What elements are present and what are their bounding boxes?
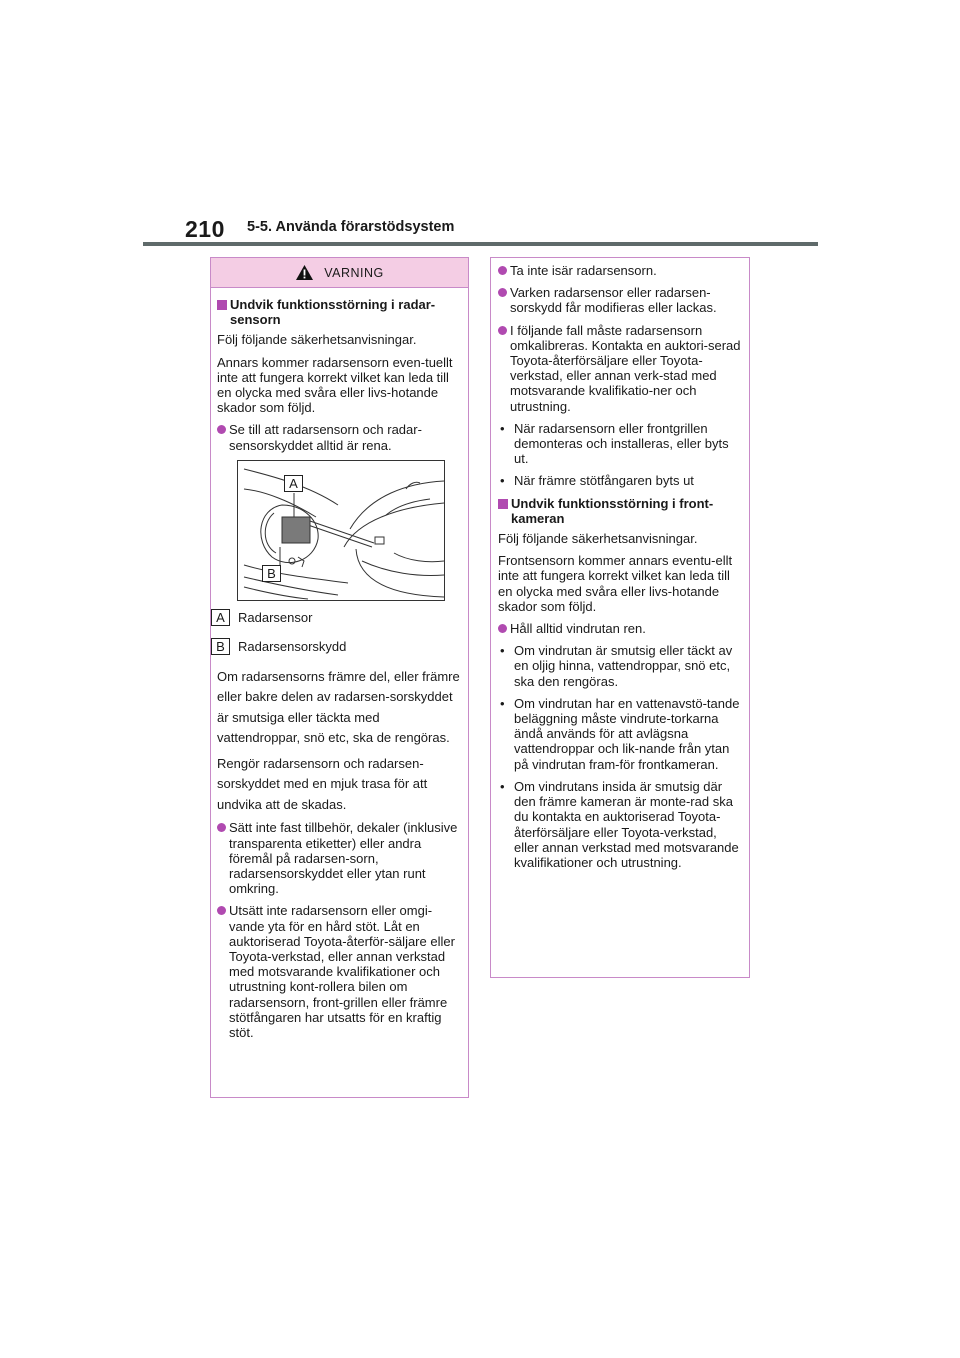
- header-rule: [143, 242, 818, 246]
- paragraph: Följ följande säkerhetsanvisningar.: [217, 332, 417, 348]
- page-number: 210: [185, 216, 225, 242]
- warning-heading-text: Undvik funktionsstörning i front-kameran: [511, 495, 714, 526]
- sub-bullet-marker: •: [500, 473, 505, 489]
- sub-item-text: När radarsensorn eller frontgrillen demonteras och installeras, eller byts ut.: [514, 420, 729, 467]
- sub-bullet-marker: •: [500, 778, 505, 794]
- legend-item-b: [217, 638, 460, 655]
- legend-item-a: [217, 609, 460, 626]
- paragraph: Om radarsensorns främre del, eller främre eller bakre delen av radarsen-sorskyddet är smutsiga eller täckta med vattendroppar, snö etc, ska de rengöras.: [217, 668, 460, 746]
- bullet-item: [217, 903, 460, 1040]
- legend-text: Radarsensorskydd: [238, 638, 347, 654]
- paragraph: Annars kommer radarsensorn even-tuellt inte att fungera korrekt vilket kan leda till en olycka med svåra eller livs-hotande skador som följd.: [217, 354, 453, 416]
- radar-sensor-illustration: [237, 460, 445, 601]
- paragraph: Följ följande säkerhetsanvisningar.: [498, 531, 698, 547]
- warning-box: [210, 257, 469, 1098]
- warning-triangle-icon: [295, 264, 314, 281]
- sub-item: [498, 779, 741, 870]
- legend-letter: B: [211, 638, 230, 655]
- square-bullet-icon: [217, 300, 227, 310]
- round-bullet-icon: [498, 624, 507, 633]
- legend-letter: A: [211, 609, 230, 626]
- bullet-item: [217, 820, 460, 896]
- bullet-text: Håll alltid vindrutan ren.: [510, 621, 646, 637]
- square-bullet-icon: [498, 499, 508, 509]
- warning-heading-camera: [498, 496, 741, 526]
- section-title: 5-5. Använda förarstödsystem: [247, 219, 455, 235]
- warning-heading-radar: [217, 297, 460, 327]
- paragraph: Rengör radarsensorn och radarsen-sorskyddet med en mjuk trasa för att undvika att de skadas.: [217, 755, 428, 812]
- sub-item-text: Om vindrutan har en vattenavstö-tande beläggning måste vindrute-torkarna ändå används för att avlägsna vattendroppar och lik-nande från ytan på vindrutan fram-för frontkameran.: [514, 695, 740, 772]
- sub-bullet-marker: •: [500, 643, 505, 659]
- bullet-item: [217, 422, 460, 452]
- bullet-item: [498, 285, 741, 315]
- sub-item: [498, 643, 741, 689]
- sub-item: [498, 473, 741, 488]
- warning-title: VARNING: [324, 265, 384, 280]
- bullet-text: Se till att radarsensorn och radar-sensorskyddet alltid är rena.: [229, 422, 422, 453]
- sub-item: [498, 696, 741, 772]
- figure-label-b: B: [262, 565, 281, 582]
- bullet-text: Sätt inte fast tillbehör, dekaler (inklusive transparenta etiketter) eller andra föremål på radarsen-sorn, radarsensorskyddet eller ytan runt omkring.: [229, 820, 458, 897]
- sub-bullet-marker: •: [500, 420, 505, 436]
- round-bullet-icon: [498, 326, 507, 335]
- bullet-item: [498, 621, 741, 636]
- round-bullet-icon: [498, 266, 507, 275]
- round-bullet-icon: [217, 425, 226, 434]
- sub-item-text: När främre stötfångaren byts ut: [514, 473, 694, 489]
- paragraph: Frontsensorn kommer annars eventu-ellt inte att fungera korrekt vilket kan leda till en olycka med svåra eller livs-hotande skador som följd.: [498, 553, 733, 614]
- sub-item-text: Om vindrutans insida är smutsig där den främre kameran är monte-rad ska du kontakta en auktoriserad Toyota-återförsäljare eller Toyota-verkstad, eller annan verkstad med motsvarande kvalifikationer och utrustning.: [514, 778, 739, 870]
- figure-label-a: A: [284, 475, 303, 492]
- sub-item-text: Om vindrutan är smutsig eller täckt av en oljig hinna, vattendroppar, snö etc, ska den rengöras.: [514, 643, 733, 689]
- bullet-text: I följande fall måste radarsensorn omkalibreras. Kontakta en auktori-serad Toyota-återförsäljare eller Toyota-verkstad, eller annan verk-stad med motsvarande kvalifikatio-ner och utrustning.: [510, 322, 741, 414]
- bullet-item: [498, 323, 741, 414]
- sub-bullet-marker: •: [500, 695, 505, 711]
- round-bullet-icon: [498, 288, 507, 297]
- sub-item: [498, 421, 741, 467]
- bullet-text: Varken radarsensor eller radarsen-sorskydd får modifieras eller lackas.: [510, 285, 717, 316]
- warning-continuation-box: [490, 257, 750, 978]
- bullet-text: Utsätt inte radarsensorn eller omgi-vande yta för en hård stöt. Låt en auktoriserad Toyota-återför-säljare eller Toyota-verkstad, eller annan verkstad med motsvarande kvalifikationer och utrustning kont-rollera bilen om radarsensorn, front-grillen eller främre stötfångaren har utsatts för en kraftig stöt.: [229, 903, 455, 1040]
- bullet-text: Ta inte isär radarsensorn.: [510, 263, 657, 278]
- bullet-item: [498, 263, 741, 278]
- legend-text: Radarsensor: [238, 609, 313, 625]
- round-bullet-icon: [217, 906, 226, 915]
- round-bullet-icon: [217, 823, 226, 832]
- warning-heading-text: Undvik funktionsstörning i radar-sensorn: [230, 297, 436, 328]
- warning-header: [211, 258, 468, 288]
